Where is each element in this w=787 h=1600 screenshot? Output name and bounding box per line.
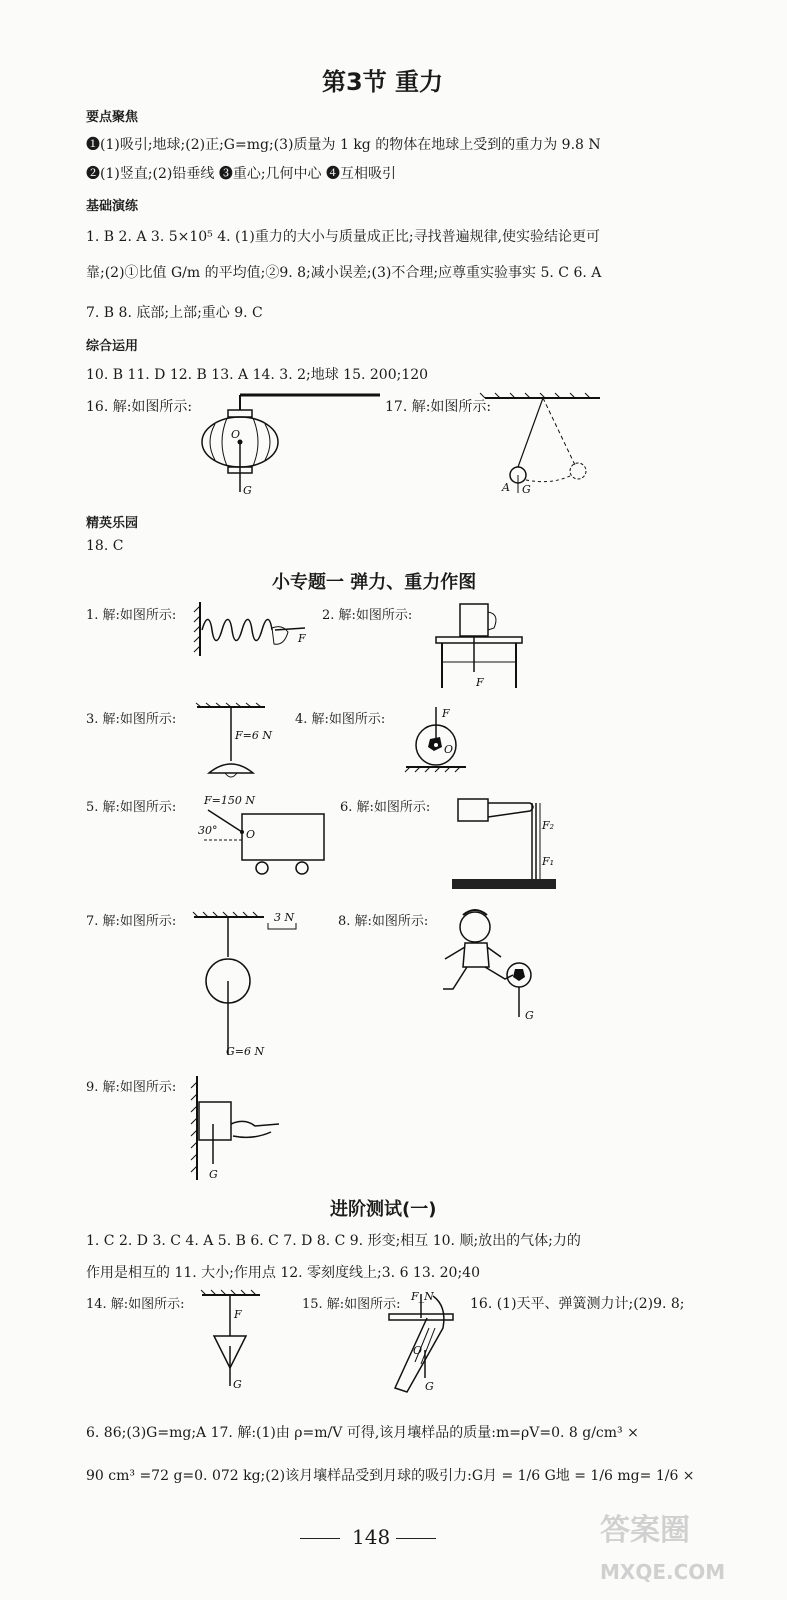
spring-f-label: F — [298, 632, 306, 645]
special-item-3: 3. 解:如图所示: — [86, 712, 177, 727]
rod-f2-label: F₂ — [542, 819, 555, 832]
key-points-line-1: ❶(1)吸引;地球;(2)正;G=mg;(3)质量为 1 kg 的物体在地球上受到的重力为 9.8 N — [86, 137, 601, 153]
test-line-2: 作用是相互的 11. 大小;作用点 12. 零刻度线上;3. 6 13. 20;40 — [86, 1265, 480, 1281]
spring-figure — [190, 600, 315, 660]
q16b-text: 16. (1)天平、弹簧测力计;(2)9. 8; — [470, 1296, 685, 1312]
section-key-points: 要点聚焦 — [86, 110, 139, 125]
special-item-7: 7. 解:如图所示: — [86, 914, 177, 929]
test-line-1: 1. C 2. D 3. C 4. A 5. B 6. C 7. D 8. C 9. 形变;相互 10. 顺;放出的气体;力的 — [86, 1233, 581, 1249]
lantern-figure — [195, 390, 385, 500]
watermark-url: MXQE.COM — [600, 1560, 726, 1584]
special-item-1: 1. 解:如图所示: — [86, 608, 177, 623]
cone-f-label: F — [234, 1308, 242, 1321]
rod-f1-label: F₁ — [542, 855, 555, 868]
cup-f-label: F — [476, 676, 484, 689]
q14-label: 14. 解:如图所示: — [86, 1297, 185, 1312]
q17-label: 17. 解:如图所示: — [385, 399, 492, 415]
football-figure — [400, 705, 480, 775]
special-item-5: 5. 解:如图所示: — [86, 800, 177, 815]
page-number: 148 — [352, 1525, 391, 1549]
cart-figure — [190, 790, 330, 880]
basic-line-2: 靠;(2)①比值 G/m 的平均值;②9. 8;减小误差;(3)不合理;应尊重实验事实 5. C 6. A — [86, 265, 602, 281]
bird-fn-label: F_N — [411, 1290, 434, 1303]
test-title: 进阶测试(一) — [330, 1199, 437, 1220]
wall-block-figure — [185, 1072, 295, 1184]
lantern-o-label: O — [231, 428, 241, 441]
special-topic-title: 小专题一 弹力、重力作图 — [272, 572, 477, 593]
boy-g-label: G — [525, 1009, 534, 1022]
bird-g-label: G — [425, 1380, 434, 1393]
elite-answer: 18. C — [86, 538, 124, 554]
pendulum-a-label: A — [502, 481, 510, 494]
pendulum-g-label: G — [522, 483, 531, 496]
page-title: 第3节 重力 — [322, 68, 444, 96]
cone-figure — [200, 1290, 270, 1390]
football-o-label: O — [444, 743, 454, 756]
cart-force-label: F=150 N — [204, 794, 255, 807]
special-item-6: 6. 解:如图所示: — [340, 800, 431, 815]
lamp-figure — [195, 703, 285, 783]
lantern-g-label: G — [243, 484, 252, 497]
special-item-8: 8. 解:如图所示: — [338, 914, 429, 929]
q15-label: 15. 解:如图所示: — [302, 1297, 401, 1312]
block-g-label: G — [209, 1168, 218, 1181]
football-f-label: F — [442, 707, 450, 720]
cart-angle-label: 30° — [198, 824, 218, 837]
section-elite: 精英乐园 — [86, 516, 139, 531]
q16-label: 16. 解:如图所示: — [86, 399, 193, 415]
bird-o-label: O — [413, 1344, 423, 1357]
basic-line-1: 1. B 2. A 3. 5×10⁵ 4. (1)重力的大小与质量成正比;寻找普遍规律,使实验结论更可 — [86, 229, 601, 245]
comprehensive-line-1: 10. B 11. D 12. B 13. A 14. 3. 2;地球 15. 200;120 — [86, 367, 429, 383]
lamp-force-label: F=6 N — [235, 729, 272, 742]
section-basic: 基础演练 — [86, 199, 139, 214]
ball-weight-label: G=6 N — [226, 1045, 265, 1058]
pendulum-figure — [480, 395, 620, 495]
final-line-1: 6. 86;(3)G=mg;A 17. 解:(1)由 ρ=m/V 可得,该月壤样品的质量:m=ρV=0. 8 g/cm³ × — [86, 1425, 639, 1441]
page-number-rule-right — [396, 1538, 436, 1539]
special-item-9: 9. 解:如图所示: — [86, 1080, 177, 1095]
special-item-2: 2. 解:如图所示: — [322, 608, 413, 623]
special-item-4: 4. 解:如图所示: — [295, 712, 386, 727]
bird-figure — [385, 1288, 465, 1393]
section-comprehensive: 综合运用 — [86, 339, 139, 354]
key-points-line-2: ❷(1)竖直;(2)铅垂线 ❸重心;几何中心 ❹互相吸引 — [86, 166, 396, 182]
watermark-logo: 答案圈 — [600, 1513, 690, 1548]
cart-o-label: O — [246, 828, 256, 841]
scale-label: 3 N — [274, 911, 295, 924]
final-line-2: 90 cm³ =72 g=0. 072 kg;(2)该月壤样品受到月球的吸引力:G月 = 1/6 G地 = 1/6 mg= 1/6 × — [86, 1468, 695, 1484]
boy-figure — [435, 905, 545, 1025]
hanging-ball-figure — [190, 905, 310, 1065]
basic-line-3: 7. B 8. 底部;上部;重心 9. C — [86, 305, 263, 321]
cone-g-label: G — [233, 1378, 242, 1391]
page-number-rule-left — [300, 1538, 340, 1539]
rod-figure — [450, 795, 560, 895]
cup-table-figure — [430, 600, 540, 692]
